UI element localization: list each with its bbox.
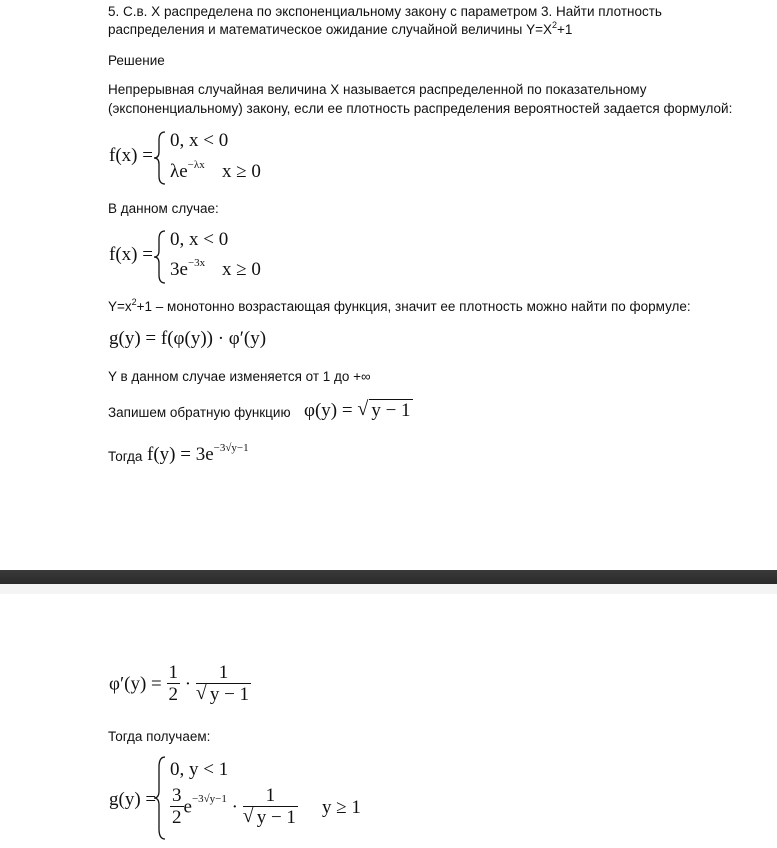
page-break bbox=[0, 570, 777, 584]
derivative-frac1-den: 2 bbox=[168, 684, 178, 705]
final-case-2 bbox=[170, 786, 298, 829]
definition-line-2: (экспоненциальному) закону, если ее плотность распределения вероятностей задается формулой: bbox=[108, 101, 733, 116]
definition-line-1: Непрерывная случайная величина X называется распределенной по показательному bbox=[108, 82, 647, 97]
final-den: 2 bbox=[172, 807, 182, 828]
final-dot: · bbox=[231, 796, 238, 818]
in-this-case: В данном случае: bbox=[108, 201, 219, 216]
formula1-case-1: 0, x < 0 bbox=[170, 130, 229, 151]
formula1-brace bbox=[153, 130, 167, 186]
formula2-exp: −3x bbox=[187, 257, 206, 269]
derivative-formula bbox=[109, 663, 251, 706]
final-frac-num: 1 bbox=[243, 786, 298, 807]
final-radicand: y − 1 bbox=[256, 807, 296, 828]
then1-exp: −3√y−1 bbox=[213, 442, 249, 454]
formula2-cond: x ≥ 0 bbox=[222, 259, 261, 280]
derivative-sqrt bbox=[196, 684, 251, 706]
final-e: e bbox=[183, 796, 192, 818]
monotone-sup: 2 bbox=[131, 297, 137, 307]
inverse-radicand: y − 1 bbox=[371, 400, 411, 421]
formula1-lhs: f(x) = bbox=[109, 145, 153, 166]
solution-heading: Решение bbox=[108, 53, 165, 68]
then2-label: Тогда получаем: bbox=[108, 729, 211, 744]
formula-density-transform: g(y) = f(φ(y)) · φ′(y) bbox=[109, 328, 267, 349]
final-frac-sqrt bbox=[243, 786, 298, 829]
formula2-coef: 3e bbox=[170, 259, 188, 280]
monotone-b: +1 – монотонно возрастающая функция, значит ее плотность можно найти по формуле: bbox=[136, 299, 691, 314]
inverse-label: Запишем обратную функцию bbox=[108, 405, 291, 420]
problem-line-1: 5. С.в. X распределена по экспоненциальному закону с параметром 3. Найти плотность bbox=[108, 4, 662, 19]
derivative-radicand: y − 1 bbox=[209, 684, 250, 705]
derivative-frac2-num: 1 bbox=[196, 663, 251, 684]
problem-line-2-sup: 2 bbox=[552, 20, 558, 30]
final-num: 3 bbox=[172, 785, 182, 806]
inverse-sqrt bbox=[357, 400, 412, 422]
formula2-case-2 bbox=[170, 259, 205, 283]
inverse-formula bbox=[304, 400, 413, 422]
derivative-lhs: φ′(y) = bbox=[109, 673, 162, 695]
formula2-brace bbox=[153, 229, 167, 285]
derivative-dot: · bbox=[184, 673, 192, 695]
problem-line-2-text: распределения и математическое ожидание случайной величины Y=X bbox=[108, 22, 552, 37]
problem-line-2-end: +1 bbox=[557, 22, 573, 37]
range-text: Y в данном случае изменяется от 1 до +∞ bbox=[108, 369, 371, 384]
formula2-lhs: f(x) = bbox=[109, 244, 153, 265]
final-frac-coef bbox=[170, 786, 184, 829]
derivative-frac-1 bbox=[167, 663, 181, 706]
formula1-exp: −λx bbox=[187, 159, 205, 171]
then1-lhs: f(y) = 3e bbox=[147, 444, 214, 465]
formula2-case-1: 0, x < 0 bbox=[170, 229, 229, 250]
final-exp: −3√y−1 bbox=[191, 792, 227, 805]
final-brace bbox=[153, 755, 167, 841]
final-sqrt bbox=[243, 807, 298, 829]
problem-line-2 bbox=[108, 20, 572, 39]
final-case-1: 0, y < 1 bbox=[170, 759, 229, 780]
monotone-a: Y=x bbox=[108, 299, 132, 314]
then1-label: Тогда bbox=[108, 449, 143, 464]
derivative-frac-2 bbox=[196, 663, 251, 706]
formula1-coef: λe bbox=[170, 161, 188, 182]
monotone-text bbox=[108, 297, 691, 316]
formula1-cond: x ≥ 0 bbox=[222, 161, 261, 182]
page-break-gap bbox=[0, 584, 777, 594]
final-lhs: g(y) = bbox=[109, 789, 157, 810]
formula1-case-2 bbox=[170, 161, 205, 185]
inverse-lhs: φ(y) = bbox=[304, 400, 353, 421]
derivative-frac1-num: 1 bbox=[168, 662, 178, 683]
then1-formula bbox=[147, 444, 249, 468]
final-cond: y ≥ 1 bbox=[322, 797, 361, 818]
